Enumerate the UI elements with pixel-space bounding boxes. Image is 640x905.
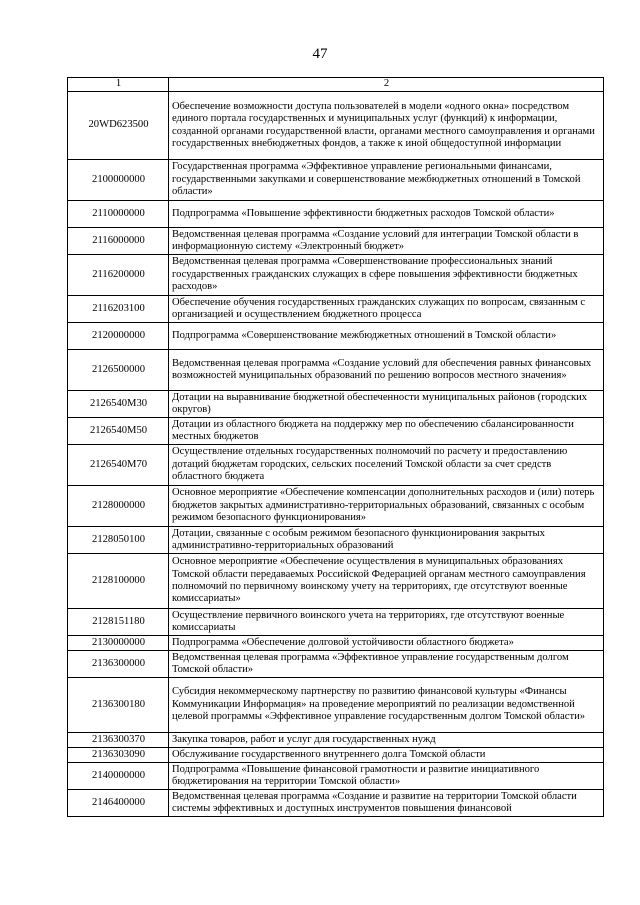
table-row: [68, 160, 604, 201]
table-row: [68, 92, 604, 160]
row-code: 20WD623500: [68, 92, 169, 160]
row-description: Субсидия некоммерческому партнерству по развитию финансовой культуры «Финансы Коммуникации Информация» на проведение мероприятий по реализации ведомственной целевой программы «Эффективное управление государственным долгом Томской области»: [169, 678, 604, 733]
table-row: [68, 609, 604, 636]
row-description: Ведомственная целевая программа «Создание и развитие на территории Томской области системы эффективных и доступных инструментов повышения финансовой: [169, 790, 604, 817]
budget-classification-table: [67, 77, 604, 817]
row-description: Ведомственная целевая программа «Создание условий для обеспечения равных финансовых возможностей муниципальных образований по решению вопросов местного значения»: [169, 350, 604, 391]
table-row: [68, 228, 604, 255]
table-row: [68, 418, 604, 445]
table-row: [68, 486, 604, 527]
row-code: 2128050100: [68, 527, 169, 554]
row-description: Дотации из областного бюджета на поддержку мер по обеспечению сбалансированности местных бюджетов: [169, 418, 604, 445]
row-description: Дотации на выравнивание бюджетной обеспеченности муниципальных районов (городских округов): [169, 391, 604, 418]
row-code: 2116203100: [68, 296, 169, 323]
row-description: Закупка товаров, работ и услуг для государственных нужд: [169, 733, 604, 748]
table-row: [68, 350, 604, 391]
row-description: Осуществление отдельных государственных полномочий по расчету и предоставлению дотаций бюджетам городских, сельских поселений Томской области за счет средств областного бюджета: [169, 445, 604, 486]
table-row: [68, 445, 604, 486]
row-code: 2100000000: [68, 160, 169, 201]
row-description: Дотации, связанные с особым режимом безопасного функционирования закрытых административно-территориальных образований: [169, 527, 604, 554]
row-code: 2136300000: [68, 651, 169, 678]
row-code: 2120000000: [68, 323, 169, 350]
table-row: [68, 651, 604, 678]
page-number: 47: [312, 46, 328, 62]
row-code: 2128000000: [68, 486, 169, 527]
table-row: [68, 554, 604, 609]
row-description: Ведомственная целевая программа «Эффективное управление государственным долгом Томской области»: [169, 651, 604, 678]
row-code: 2116000000: [68, 228, 169, 255]
table-row: [68, 678, 604, 733]
table-row: [68, 201, 604, 228]
row-description: Подпрограмма «Повышение финансовой грамотности и развитие инициативного бюджетирования на территории Томской области»: [169, 763, 604, 790]
row-description: Основное мероприятие «Обеспечение компенсации дополнительных расходов и (или) потерь бюджетов закрытых административно-территориальных образований, связанных с особым режимом безопасного функционирования»: [169, 486, 604, 527]
row-description: Обеспечение возможности доступа пользователей в модели «одного окна» посредством единого портала государственных и муниципальных услуг (функций) к информации, созданной органами государственной власти, органами местного самоуправления и органами государственных внебюджетных фондов, а также к иной общедоступной информации: [169, 92, 604, 160]
table-row: [68, 391, 604, 418]
row-code: 2136303090: [68, 748, 169, 763]
row-description: Обеспечение обучения государственных гражданских служащих по вопросам, связанным с организацией и осуществлением бюджетного процесса: [169, 296, 604, 323]
row-description: Обслуживание государственного внутреннего долга Томской области: [169, 748, 604, 763]
table-header-row: [68, 78, 604, 92]
row-code: 2128100000: [68, 554, 169, 609]
row-code: 2126540М70: [68, 445, 169, 486]
row-code: 2136300370: [68, 733, 169, 748]
table-row: [68, 527, 604, 554]
row-code: 2126540М50: [68, 418, 169, 445]
table-row: [68, 636, 604, 651]
row-description: Государственная программа «Эффективное управление региональными финансами, государственными закупками и совершенствование межбюджетных отношений в Томской области»: [169, 160, 604, 201]
row-code: 2116200000: [68, 255, 169, 296]
row-description: Ведомственная целевая программа «Совершенствование профессиональных знаний государственных гражданских служащих в сфере повышения эффективности бюджетных расходов»: [169, 255, 604, 296]
table-row: [68, 323, 604, 350]
table-row: [68, 255, 604, 296]
row-code: 2146400000: [68, 790, 169, 817]
row-description: Основное мероприятие «Обеспечение осуществления в муниципальных образованиях Томской области передаваемых Российской Федерацией органам местного самоуправления полномочий по первичному воинскому учету на территориях, где отсутствуют военные комиссариаты»: [169, 554, 604, 609]
column-header-code: 1: [68, 78, 169, 92]
row-code: 2126540М30: [68, 391, 169, 418]
table-row: [68, 790, 604, 817]
row-code: 2110000000: [68, 201, 169, 228]
row-description: Подпрограмма «Совершенствование межбюджетных отношений в Томской области»: [169, 323, 604, 350]
row-code: 2126500000: [68, 350, 169, 391]
row-code: 2130000000: [68, 636, 169, 651]
row-description: Ведомственная целевая программа «Создание условий для интеграции Томской области в информационную систему «Электронный бюджет»: [169, 228, 604, 255]
table-row: [68, 748, 604, 763]
row-code: 2140000000: [68, 763, 169, 790]
table-row: [68, 763, 604, 790]
row-code: 2128151180: [68, 609, 169, 636]
column-header-description: 2: [169, 78, 604, 92]
row-code: 2136300180: [68, 678, 169, 733]
row-description: Осуществление первичного воинского учета на территориях, где отсутствуют военные комиссариаты: [169, 609, 604, 636]
row-description: Подпрограмма «Повышение эффективности бюджетных расходов Томской области»: [169, 201, 604, 228]
table-row: [68, 733, 604, 748]
table-row: [68, 296, 604, 323]
row-description: Подпрограмма «Обеспечение долговой устойчивости областного бюджета»: [169, 636, 604, 651]
